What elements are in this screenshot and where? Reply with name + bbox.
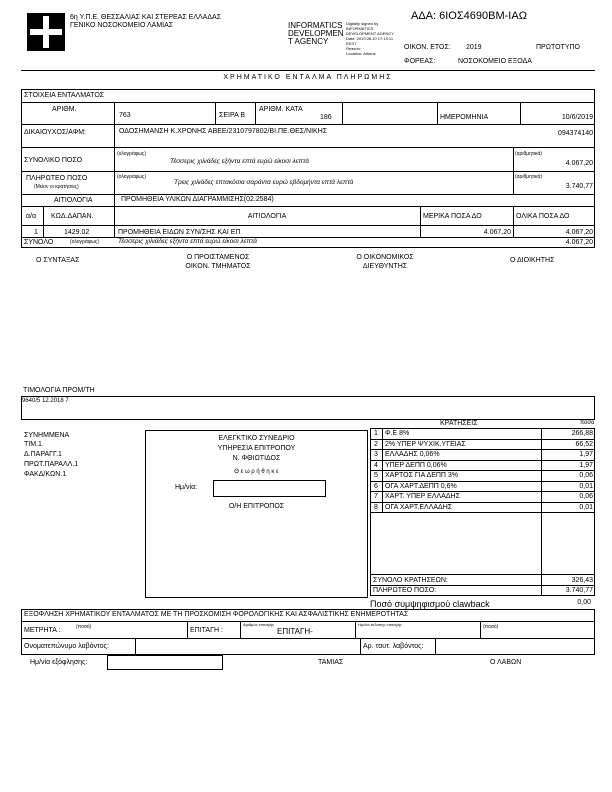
signature-line-1: Digitally signed by [346,21,379,26]
paid-date-field[interactable] [107,655,223,670]
signature-line-2: INFORMATICS [346,26,374,31]
informatics-line-2: DEVELOPMEN [288,29,344,38]
audit-date-label: Ημ/νία: [175,484,198,491]
payable-label: ΠΛΗΡΩΤΕΟ ΠΟΣΟ [26,175,88,182]
document-title: ΧΡΗΜΑΤΙΚΟ ΕΝΤΑΛΜΑ ΠΛΗΡΩΜΗΣ [223,74,393,81]
receiver-label: Ο ΛΑΒΩΝ [490,659,522,666]
deduction-name: ΥΠΕΡ ΔΕΠΠ 0,06% [385,461,447,469]
cheque-number-label: Αριθμός επιταγής [243,622,275,627]
receiver-id-label: Αρ. ταυτ. λαβόντος: [363,643,424,650]
attachment-item-3: ΠΡΩΤ.ΠΑΡΑΛΛ.1 [24,461,79,468]
deduction-amount: 1,97 [579,451,593,458]
audit-line-1: ΕΛΕΓΚΤΙΚΟ ΣΥΝΕΔΡΙΟ [218,435,295,442]
category-number-label: ΑΡΙΘΜ. ΚΑΤΑ [259,106,303,113]
deduction-number: 5 [374,472,378,479]
deduction-amount: 1,97 [579,461,593,469]
beneficiary-name: ΟΔΟΣΗΜΑΝΣΗ Κ.ΧΡΟΝΗΣ ΑΒΕΕ/2310797802/ΒΙ.ΠΕ.ΘΕΣ/ΝΙΚΗΣ [119,128,328,135]
sum-words: Τέσσερις χιλιάδες εξήντα επτά ευρώ είκοσι λεπτά [118,238,257,245]
audit-approved: Θ ε ω ρ ή θ η κ ε [234,469,279,475]
deductions-total-label: ΣΥΝΟΛΟ ΚΡΑΤΗΣΕΩΝ: [373,577,448,584]
sum-label: ΣΥΝΟΛΟ [24,239,54,246]
signature-composer: Ο ΣΥΝΤΑΞΑΣ [36,257,80,264]
deduction-amount: 66,52 [575,440,593,448]
deductions-payable-label: ΠΛΗΡΩΤΕΟ ΠΟΣΟ: [373,587,437,594]
table-row-partial: 4.067,20 [483,229,511,236]
sum-words-label: (ολογράφως) [70,239,100,245]
invoices-value: 9640/5 12.2018 7 [22,398,69,404]
deduction-number: 7 [374,493,378,500]
agency-value: ΝΟΣΟΚΟΜΕΙΟ ΕΞΟΔΑ [458,58,532,65]
sum-amount: 4.067,20 [565,239,593,246]
table-row-no: 1 [34,229,38,236]
fiscal-year-label: ΟΙΚΟΝ. ΕΤΟΣ: [404,44,451,51]
fiscal-year: 2019 [466,44,482,51]
agency-label: ΦΟΡΕΑΣ: [404,58,436,65]
attachment-item-2: Δ.ΠΑΡΑΓΓ.1 [24,451,62,458]
signature-head-2: ΟΙΚΟΝ. ΤΜΗΜΑΤΟΣ [185,263,251,270]
org-line-2: ΓΕΝΙΚΟ ΝΟΣΟΚΟΜΕΙΟ ΛΑΜΙΑΣ [70,22,174,29]
deductions-payable: 3.740,77 [565,587,593,594]
total-amount: 4.067,20 [565,160,593,167]
deduction-name: ΧΑΡΤΟΣ ΓΙΑ ΔΕΠΠ 3% [385,472,459,479]
mandate-number: 763 [119,112,131,119]
mandate-number-label: ΑΡΙΘΜ. [52,106,77,113]
deduction-amount: 0,01 [579,482,593,490]
deductions-total: 326,43 [571,577,593,584]
deduction-name: ΟΓΑ ΧΑΡΤ.ΔΕΠΠ 0,6% [385,482,457,490]
deduction-number: 3 [374,451,378,458]
paid-date-label: Ημ/νία εξόφλησης: [30,659,88,666]
payment-title: ΕΞΟΦΛΗΣΗ ΧΡΗΜΑΤΙΚΟΥ ΕΝΤΑΛΜΑΤΟΣ ΜΕ ΤΗ ΠΡΟΣΚΟΜΙΣΗ ΦΟΡΟΛΟΓΙΚΗΣ ΚΑΙ ΑΣΦΑΛΙΣΤΙΚΗΣ ΕΝΗΜΕΡΟΤΗΤΑΣ [24,611,409,618]
signature-director-1: Ο ΟΙΚΟΝΟΜΙΚΟΣ [356,254,414,261]
reason-value: ΠΡΟΜΗΘΕΙΑ ΥΛΙΚΩΝ ΔΙΑΓΡΑΜΜΙΣΗΣ(02.2584) [121,196,274,203]
col-header-partial: ΜΕΡΙΚΑ ΠΟΣΑ ΔΟ [423,213,482,220]
table-row-total: 4.067,20 [565,229,593,236]
attachment-item-1: ΤΙΜ.1 [24,441,42,448]
deduction-amount: 266,88 [571,430,593,437]
col-header-total: ΟΛΙΚΑ ΠΟΣΑ ΔΟ [516,213,570,220]
deduction-amount: 0,06 [579,472,593,479]
table-row-reason: ΠΡΟΜΗΘΕΙΑ ΕΙΔΩΝ ΣΥΝ/ΣΗΣ ΚΑΙ ΕΠ [118,229,241,236]
hospital-logo [27,13,65,51]
cheque-amount-label: (ποσό) [483,624,499,630]
invoices-label: ΤΙΜΟΛΟΓΙΑ ΠΡΟΜ/ΤΗ [23,387,95,394]
clawback-amount: 0,00 [577,599,591,606]
series-label: ΣΕΙΡΑ Β [219,112,245,119]
deduction-name: ΕΛΛΑΔΗΣ 0,06% [385,451,440,458]
payable-words-label: (ολογράφως) [117,174,147,180]
reason-label: ΑΙΤΙΟΛΟΓΙΑ [54,197,93,204]
deduction-amount: 0,06 [579,493,593,500]
signature-director-2: ΔΙΕΥΘΥΝΤΗΣ [362,263,408,270]
informatics-line-3: T AGENCY [288,37,329,46]
signature-governor: Ο ΔΙΟΙΚΗΤΗΣ [510,257,555,264]
col-header-code: ΚΩΔ.ΔΑΠΑΝ. [51,213,94,220]
deductions-title: ΚΡΑΤΗΣΕΙΣ [440,420,478,427]
total-words-label: (ολογράφως) [117,151,147,157]
signature-line-4: Date: 2019.06.10 17:19:11 [346,36,394,41]
deduction-number: 4 [374,461,378,469]
deductions-amount-label: ποσό [580,420,595,426]
ada-code: ΑΔΑ: 6ΙΟΣ4690ΒΜ-ΙΑΩ [411,10,527,22]
cash-label: ΜΕΤΡΗΤΑ : [24,627,61,634]
signature-line-3: DEVELOPMENT AGENCY [346,31,394,36]
payable-amount: 3.740,77 [565,183,593,190]
receiver-name-label: Ονοματεπώνυμο λαβόντος: [24,643,109,650]
beneficiary-afm: 094374140 [557,130,593,137]
deduction-number: 1 [374,430,378,437]
cash-amount-label: (ποσό) [76,624,92,630]
total-numbers-label: (αριθμητικά) [515,151,543,157]
original-label: ΠΡΩΤΟΤΥΠΟ [536,44,580,51]
mandate-date: 10/6/2019 [561,114,593,121]
audit-line-3: Ν. ΦΘΙΩΤΙΔΟΣ [232,455,281,462]
mandate-section-label: ΣΤΟΙΧΕΙΑ ΕΝΤΑΛΜΑΤΟΣ [24,92,105,99]
audit-line-2: ΥΠΗΡΕΣΙΑ ΕΠΙΤΡΟΠΟΥ [217,445,296,452]
total-words: Τέσσερις χιλιάδες εξήντα επτά ευρώ είκοσι λεπτά [170,158,309,165]
cheque-date-label: Ημ/νία έκδοσης επιταγής [358,622,402,627]
audit-commissioner: Ο/Η ΕΠΙΤΡΟΠΟΣ [228,503,285,510]
invoices-box [21,396,595,420]
cheque-value: ΕΠΙΤΑΓΗ- [277,627,313,636]
informatics-line-1: INFORMATICS [288,21,343,30]
col-header-no: α/α [26,213,37,220]
attachments-title: ΣΥΝΗΜΜΕΝΑ [24,432,70,439]
deduction-name: ΟΓΑ ΧΑΡΤ.ΕΛΛΑΔΗΣ [385,503,453,511]
deduction-name: 2% ΥΠΕΡ ΨΥΧΙΚ.ΥΓΕΙΑΣ [385,440,466,448]
deduction-number: 8 [374,503,378,511]
org-line-1: 6η Υ.Π.Ε. ΘΕΣΣΑΛΙΑΣ ΚΑΙ ΣΤΕΡΕΑΣ ΕΛΛΑΔΑΣ [70,14,222,21]
category-number: 186 [320,114,332,121]
beneficiary-label: ΔΙΚΑΙΟΥΧΟΣ/ΑΦΜ: [24,129,87,136]
col-header-reason: ΑΙΤΙΟΛΟΓΙΑ [247,213,287,220]
cashier-label: ΤΑΜΙΑΣ [318,659,344,666]
signature-line-5: EEST [346,41,357,46]
deduction-number: 2 [374,440,378,448]
table-row-code: 1429.02 [64,229,90,236]
clawback-label: Ποσό συμψηφισμού clawback [370,599,490,609]
payable-numbers-label: (αριθμητικά) [515,174,543,180]
deduction-amount: 0,01 [579,503,593,511]
date-label: ΗΜΕΡΟΜΗΝΙΑ [440,114,489,121]
signature-line-7: Location: Athens [346,51,376,56]
payable-sub-label: (Μείον οι κρατήσεις) [34,184,79,190]
deduction-name: Φ.Ε 8% [385,430,410,437]
deduction-name: ΧΑΡΤ. ΥΠΕΡ ΕΛΛΑΔΗΣ [385,493,460,500]
attachment-item-4: ΦΑΚΔ/ΚΩΝ.1 [24,471,67,478]
cheque-label: ΕΠΙΤΑΓΗ : [190,627,223,634]
payable-words: Τρεις χιλιάδες επτακόσια σαράντα ευρώ εβδομήντα επτά λεπτά [174,179,354,186]
total-label: ΣΥΝΟΛΙΚΟ ΠΟΣΟ [24,157,83,164]
deduction-number: 6 [374,482,378,490]
signature-head-1: Ο ΠΡΟΙΣΤΑΜΕΝΟΣ [186,254,250,261]
audit-date-field[interactable] [213,480,326,497]
signature-line-6: Reason: [346,46,361,51]
